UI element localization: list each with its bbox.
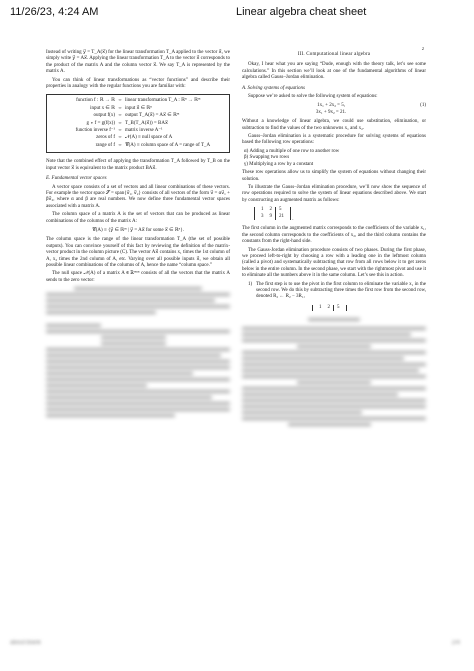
range-paragraph: The column space is the range of the linear transformation T_A (the set of possible outputs). You can convince yourself of this fact by reviewing the definition of the matrix-vector product in the column picture (C). The vector Ax⃗ contains x₁ times the 1st column of A, x₂ times the 2nd column of A, etc. Varying over all possible inputs x⃗, we obtain all possible linear combinations of the columns of A, hence the name “column space.” (46, 237, 230, 268)
analogy-equiv: ⇔ (117, 128, 123, 134)
left-column (46, 50, 230, 420)
two-phases-paragraph: The Gauss-Jordan elimination procedure consists of two phases. During the first phase, we proceed left-to-right by choosing a row with a leading one in the leftmost column (called a pivot) and systematically subtracting that row from all rows below it to get zeros below in the entire column. In the second phase, we start with the rightmost pivot and use it to eliminate all the numbers above it in the same column. Let’s see this in action. (242, 247, 426, 279)
analogy-equiv: ⇔ (117, 105, 123, 111)
subsection-heading: A. Solving systems of equations (242, 85, 305, 91)
analogy-equiv: ⇔ (117, 113, 123, 119)
matrix-cell: 5 (276, 207, 288, 213)
intro-paragraph: Instead of writing y⃗ = T_A(x⃗) for the linear transformation T_A applied to the vector x⃗, we simply write y⃗ = Ax⃗. Applying the linear transformation T_A to the vector x⃗ corresponds to the product of the matrix A and the column vector x⃗. We say T_A is represented by the matrix A. (46, 50, 230, 75)
step-number: 1) (248, 281, 253, 287)
illustration-paragraph: To illustrate the Gauss–Jordan elimination procedure, we’ll now show the sequence of row operations required to solve the system of linear equations described above. We start by constructing an augmented matrix as follows: (242, 184, 426, 203)
equation-line: 3x₁ + 9x₂ = 21. (315, 109, 347, 115)
section-title: III. Computational linear algebra (297, 52, 371, 57)
print-timestamp: 11/26/23, 4:24 AM (10, 6, 99, 18)
null-space-paragraph: The null space 𝒩(A) of a matrix A ∈ ℝᵐˣⁿ consists of all the vectors that the matrix A sends to the zero vector: (46, 271, 230, 283)
matrix-cell: 2 (269, 207, 272, 213)
right-column (242, 50, 426, 429)
row-operation-item: α) Adding a multiple of one row to another row (244, 148, 340, 154)
row-operation-item: γ) Multiplying a row by a constant (244, 161, 314, 167)
equation-system (242, 103, 426, 116)
analogy-left: output f(x) (93, 113, 115, 119)
matrix-period: . (292, 216, 294, 222)
system-intro-paragraph: Suppose we’re asked to solve the following system of equations: (248, 94, 378, 100)
matrix-cell: 3 (261, 213, 264, 219)
analogy-left: g ∘ f = g(f(x)) (86, 120, 115, 126)
footer-url: about:blank (10, 640, 42, 646)
print-header (0, 0, 474, 40)
function-analogy-box (46, 94, 230, 153)
analogy-left: zeros of f (96, 135, 115, 141)
analogy-left: function f : ℝ → ℝ (76, 98, 115, 104)
footer-page-count: 2/4 (451, 640, 460, 646)
combined-effect-paragraph: Note that the combined effect of applying the transformation T_A followed by T_B on the input vector x⃗ is equivalent to the matrix product BAx⃗. (46, 159, 230, 171)
step-item (248, 282, 426, 303)
analogy-equiv: ⇔ (117, 98, 123, 104)
matrix-cell: 21 (276, 214, 288, 220)
analogy-right: 𝒞(A) ≡ column space of A = range of T_A (125, 142, 211, 148)
analogy-equiv: ⇔ (117, 142, 123, 148)
row-operation-item: β) Swapping two rows (244, 155, 290, 161)
analogy-right: linear transformation T_A : ℝⁿ → ℝᵐ (125, 98, 201, 104)
analogy-equiv: ⇔ (117, 120, 123, 126)
step-text: The first step is to use the pivot in the first column to eliminate the variable x₁ in the second row. We do this by subtracting three times the first row from the second row, denoted R₂ ← R₂ − 3R₁, (256, 281, 426, 300)
analogy-left: range of f (95, 142, 115, 148)
analogy-left: input x ∈ ℝ (90, 105, 115, 111)
matrix-cell: 9 (269, 213, 272, 219)
equation-number: (1) (420, 103, 426, 109)
step-matrix (312, 305, 347, 311)
analogy-right: T_B(T_A(x⃗)) = BAx⃗ (125, 120, 168, 126)
equation-line: 1x₁ + 2x₂ = 5, (317, 103, 346, 109)
matrix-cell: 1 (319, 304, 322, 310)
analogy-right: matrix inverse A⁻¹ (125, 128, 163, 134)
elimination-steps (248, 282, 426, 303)
print-footer (0, 640, 474, 652)
substitution-paragraph: Without a knowledge of linear algebra, we could use substitution, elimination, or subtraction to find the values of the two unknowns x₁ and x₂. (242, 119, 426, 131)
section-intro-paragraph: Okay, I hear what you are saying “Dude, enough with the theory talk, let’s see some calculations.” In this section we’ll look at one of the fundamental algorithms of linear algebra called Gauss–Jordan elimination. (242, 62, 426, 81)
column-space-paragraph: The column space of a matrix A is the set of vectors that can be produced as linear combinations of the columns of the matrix A: (46, 212, 230, 224)
column-space-equation: 𝒞(A) ≡ {y⃗ ∈ ℝᵐ | y⃗ = Ax⃗ for some x⃗ ∈ ℝⁿ}. (92, 227, 184, 233)
analogy-right: 𝒩(A) ≡ null space of A (125, 135, 173, 141)
matrix-cell: 2 (327, 304, 330, 310)
analogy-intro-paragraph: You can think of linear transformations as “vector functions” and describe their properties in analogy with the regular functions you are familiar with: (46, 77, 230, 90)
analogy-right: input x⃗ ∈ ℝⁿ (125, 105, 152, 111)
augmented-matrix (254, 207, 294, 222)
analogy-right: output T_A(x⃗) = Ax⃗ ∈ ℝᵐ (125, 113, 180, 119)
analogy-equiv: ⇔ (117, 135, 123, 141)
analogy-left: function inverse f⁻¹ (75, 128, 115, 134)
step-matrix-wrap (312, 305, 426, 315)
blurred-content (46, 287, 230, 417)
gauss-jordan-paragraph: Gauss–Jordan elimination is a systematic procedure for solving systems of equations based the following row operations: (242, 134, 426, 146)
vector-space-paragraph: A vector space consists of a set of vectors and all linear combinations of these vectors. For example the vector space 𝒮 = span{v⃗₁, v⃗₂} consists of all vectors of the form v⃗ = αv⃗₁ + βv⃗₂, where α and β are real numbers. We now define three fundamental vector spaces associated with a matrix A. (46, 184, 230, 209)
row-operations-list (242, 149, 426, 168)
augmented-matrix-wrap (242, 207, 426, 223)
matrix-cell: 1 (261, 207, 264, 213)
columns-explanation-paragraph: The first column in the augmented matrix corresponds to the coefficients of the variable x₁, the second column corresponds to the coefficients of x₂, and the third column contains the constants from the right-hand side. (242, 226, 426, 245)
blurred-content (242, 318, 426, 426)
row-ops-note-paragraph: These row operations allow us to simplify the system of equations without changing their solution. (242, 170, 426, 182)
print-page-title: Linear algebra cheat sheet (236, 6, 367, 18)
matrix-cell: 5 (334, 305, 343, 311)
page-number: 2 (421, 46, 424, 51)
section-heading: E. Fundamental vector spaces (46, 176, 107, 182)
